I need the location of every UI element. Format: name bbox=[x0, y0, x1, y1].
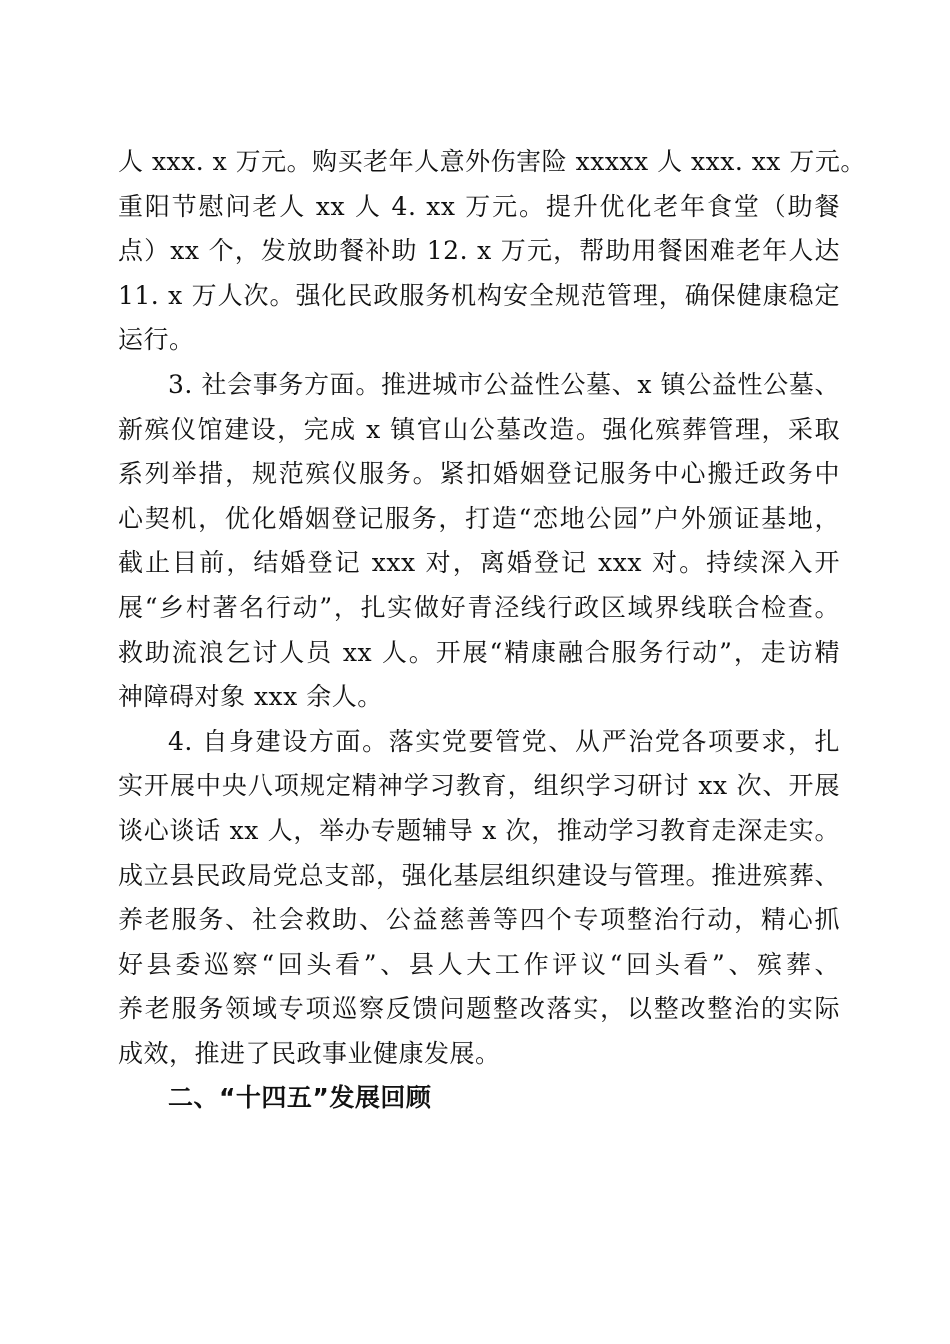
section-heading: 二、“十四五”发展回顾 bbox=[168, 1083, 432, 1113]
text-line: 心契机，优化婚姻登记服务，打造“恋地公园”户外颁证基地， bbox=[118, 503, 840, 533]
text-line: 养老服务、社会救助、公益慈善等四个专项整治行动，精心抓 bbox=[118, 905, 840, 935]
paragraph-elderly-services bbox=[118, 140, 866, 363]
text-line: 点）xx 个，发放助餐补助 12. x 万元，帮助用餐困难老年人达 bbox=[118, 236, 840, 266]
text-line: 截止目前，结婚登记 xxx 对，离婚登记 xxx 对。持续深入开 bbox=[118, 548, 840, 578]
text-line: 展“乡村著名行动”，扎实做好青泾线行政区域界线联合检查。 bbox=[118, 592, 840, 622]
text-line: 救助流浪乞讨人员 xx 人。开展“精康融合服务行动”，走访精 bbox=[118, 637, 840, 667]
text-line: 养老服务领域专项巡察反馈问题整改落实，以整改整治的实际 bbox=[118, 994, 840, 1024]
document-body bbox=[118, 140, 866, 1121]
text-line: 运行。 bbox=[118, 325, 195, 355]
text-line: 系列举措，规范殡仪服务。紧扣婚姻登记服务中心搬迁政务中 bbox=[118, 459, 840, 489]
text-line: 3. 社会事务方面。推进城市公益性公墓、x 镇公益性公墓、 bbox=[168, 369, 840, 399]
text-line: 11. x 万人次。强化民政服务机构安全规范管理，确保健康稳定 bbox=[118, 280, 840, 310]
text-line: 神障碍对象 xxx 余人。 bbox=[118, 682, 383, 712]
text-line: 好县委巡察“回头看”、县人大工作评议“回头看”、殡葬、 bbox=[118, 949, 840, 979]
paragraph-self-building bbox=[118, 720, 840, 1077]
text-line: 实开展中央八项规定精神学习教育，组织学习研讨 xx 次、开展 bbox=[118, 771, 840, 801]
text-line: 人 xxx. x 万元。购买老年人意外伤害险 xxxxx 人 xxx. xx 万元。 bbox=[118, 147, 866, 176]
text-line: 新殡仪馆建设，完成 x 镇官山公墓改造。强化殡葬管理，采取 bbox=[118, 414, 840, 444]
text-line: 谈心谈话 xx 人，举办专题辅导 x 次，推动学习教育走深走实。 bbox=[118, 815, 840, 845]
text-line: 成立县民政局党总支部，强化基层组织建设与管理。推进殡葬、 bbox=[118, 860, 840, 890]
text-line: 重阳节慰问老人 xx 人 4. xx 万元。提升优化老年食堂（助餐 bbox=[118, 191, 840, 221]
text-line: 成效，推进了民政事业健康发展。 bbox=[118, 1038, 501, 1068]
text-line: 4. 自身建设方面。落实党要管党、从严治党各项要求，扎 bbox=[168, 726, 840, 756]
paragraph-social-affairs bbox=[118, 363, 840, 720]
